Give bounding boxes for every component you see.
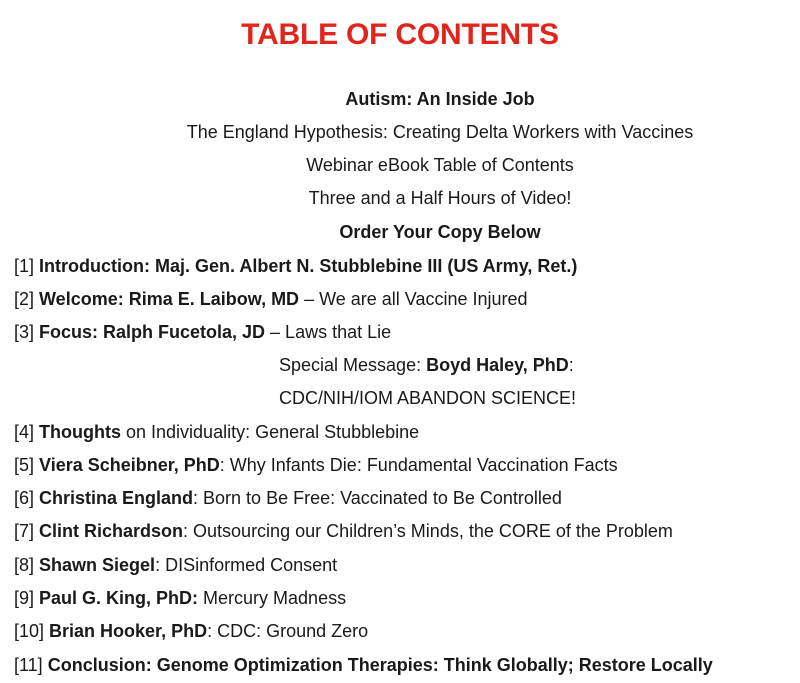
toc-entry-desc: – We are all Vaccine Injured	[299, 289, 528, 309]
ebook-subtitle: The England Hypothesis: Creating Delta Workers with Vaccines	[186, 122, 694, 142]
special-message	[279, 353, 574, 377]
toc-entry-title: Introduction: Maj. Gen. Albert N. Stubblebine III (US Army, Ret.)	[39, 256, 578, 276]
order-line	[0, 220, 800, 244]
toc-entry-8	[14, 553, 337, 577]
toc-entry-number: [2]	[14, 289, 40, 309]
toc-entry-title: Welcome: Rima E. Laibow, MD	[39, 289, 300, 309]
ebook-title-text: Autism: An Inside Job	[345, 89, 535, 109]
toc-entry-4	[14, 420, 419, 444]
toc-entry-desc: : DISinformed Consent	[155, 555, 338, 575]
video-length-line: Three and a Half Hours of Video!	[308, 188, 572, 208]
toc-entry-title: Viera Scheibner, PhD	[39, 455, 220, 475]
toc-entry-number: [11]	[14, 655, 48, 675]
toc-entry-11	[14, 653, 713, 677]
toc-entry-title: Paul G. King, PhD:	[39, 588, 199, 608]
toc-entry-number: [4]	[14, 422, 40, 442]
webinar-line: Webinar eBook Table of Contents	[306, 155, 574, 175]
toc-entry-title: Shawn Siegel	[39, 555, 156, 575]
toc-entry-desc: Mercury Madness	[198, 588, 347, 608]
special-message-prefix: Special Message:	[279, 355, 427, 375]
toc-entry-9	[14, 586, 346, 610]
toc-entry-number: [8]	[14, 555, 40, 575]
toc-entry-desc: : Why Infants Die: Fundamental Vaccination Facts	[219, 455, 618, 475]
special-message-colon: :	[568, 355, 574, 375]
toc-entry-3	[14, 320, 391, 344]
toc-entry-title: Conclusion: Genome Optimization Therapies: Think Globally; Restore Locally	[47, 655, 713, 675]
toc-entry-number: [9]	[14, 588, 40, 608]
toc-entry-desc: : Born to Be Free: Vaccinated to Be Controlled	[193, 488, 562, 508]
toc-entry-title: Focus: Ralph Fucetola, JD	[39, 322, 266, 342]
toc-entry-number: [10]	[14, 621, 50, 641]
toc-entry-1	[14, 254, 577, 278]
page-title: TABLE OF CONTENTS	[241, 18, 559, 51]
special-message-title: CDC/NIH/IOM ABANDON SCIENCE!	[279, 388, 577, 408]
toc-entry-10	[14, 619, 368, 643]
toc-entry-2	[14, 287, 528, 311]
toc-entry-desc: – Laws that Lie	[265, 322, 392, 342]
toc-entry-title: Clint Richardson	[39, 521, 184, 541]
order-text: Order Your Copy Below	[339, 222, 541, 242]
special-message-speaker: Boyd Haley, PhD	[426, 355, 569, 375]
toc-entry-number: [3]	[14, 322, 40, 342]
toc-entry-number: [7]	[14, 521, 40, 541]
toc-entry-number: [5]	[14, 455, 40, 475]
toc-entry-5	[14, 453, 618, 477]
toc-entry-7	[14, 519, 673, 543]
toc-entry-desc: : Outsourcing our Children’s Minds, the CORE of the Problem	[183, 521, 673, 541]
ebook-title	[0, 87, 800, 111]
toc-entry-desc: on Individuality: General Stubblebine	[121, 422, 420, 442]
toc-entry-6	[14, 486, 562, 510]
toc-entry-title: Thoughts	[39, 422, 121, 442]
toc-entry-number: [6]	[14, 488, 40, 508]
toc-entry-title: Brian Hooker, PhD	[49, 621, 208, 641]
toc-entry-number: [1]	[14, 256, 40, 276]
toc-entry-title: Christina England	[39, 488, 194, 508]
toc-entry-desc: : CDC: Ground Zero	[207, 621, 369, 641]
